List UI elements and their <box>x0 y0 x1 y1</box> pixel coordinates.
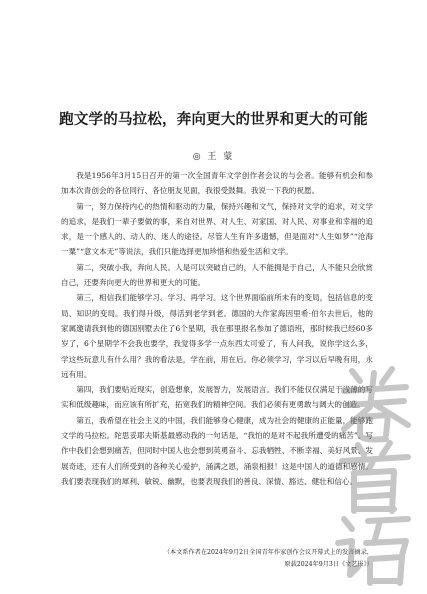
paragraph-first: 第一，努力保持内心的热情和驱动的力量，保持兴趣和文气，保持对文学的追求，对文学的追求，是我们一辈子要做的事，来自对世界、对人生、对家国、对人民、对事业和幸福的追求，是一个感人的、动人的、迷人的途径。尽管人生有许多遗憾，但是面对“人生如梦”“沧海一粟”“意文本无”等说法，我们只能选择更加珍惜和热爱生活和文学。 <box>61 201 373 257</box>
paragraph-intro: 我是1956年3月15日召开的第一次全国青年文学创作者会议的与会者。能够有机会和参加本次青创会的各位同行、各位朋友见面，我很受鼓舞。我说一下我的祝愿。 <box>61 171 373 196</box>
paragraph-second: 第二，突破小我，奔向人民。人是可以突破自己的，人不能拥是于自己，人不能只会欣赏自己，还要奔向更大的世界和更大的可能。 <box>61 262 373 288</box>
article-body <box>61 168 373 489</box>
article-author: ◎ 王 蒙 <box>192 152 235 162</box>
source-note-line-1: （本文系作者在2024年9月2日全国青年作家创作会议开幕式上的发言摘录， <box>163 549 373 556</box>
source-note <box>61 547 373 571</box>
paragraph-third: 第三，相信我们能够学习、学习、再学习。这个世界面临前所未有的变局，包括信息的变局、知识的变局。我们得升级，得活到老学到老。德国的大作家海因里希·伯尔去世后，他的家属邀请我到他的德国别墅去住了6个星期，我在那里报名参加了德语班，那时候我已经60多岁了，6个星期学不会我也要学，我觉得多学一点东西太可爱了，有人问我，说你学这么多，学这些玩意儿有什么用？我的看法是，学在前，用在后。你必须学习，学习以后早晚有用，永远有用。 <box>61 293 373 379</box>
paragraph-fourth: 第四，我们要贴近现实，创造想象，发展智力，发展语言。我们不能仅仅满足于浅薄的写实和低级趣味，而应该有所扩充，拓宽我们的精神空间。我们必须有更勇敢与阔大的创造。 <box>61 385 373 410</box>
source-note-line-2: 原载2024年9月3日《文艺报》） <box>284 561 373 568</box>
paragraph-fifth: 第五，我希望在社会主义的中国，我们能够身心健康，成为社会的健康的正能量，能够跑文学的马拉松。陀思妥耶夫斯基最感动我的一句话是，“我怕的是对不起我所遭受的痛苦”。写作中我们会想到痛苦，但同时中国人也会想到英勇奋斗、忘我牺牲、不断幸福、美好风景、发展奇迹，还有人们所受到的各种关心爱护，涌满之恩，涌泉相报！这是中国人的道德和感情。我们要表现我们的犀利、敏锐、幽默，也要表现我们的善良、深情、豁达、健壮和信心。 <box>61 415 373 486</box>
article-title: 跑文学的马拉松，奔向更大的世界和更大的可能 <box>59 111 368 128</box>
